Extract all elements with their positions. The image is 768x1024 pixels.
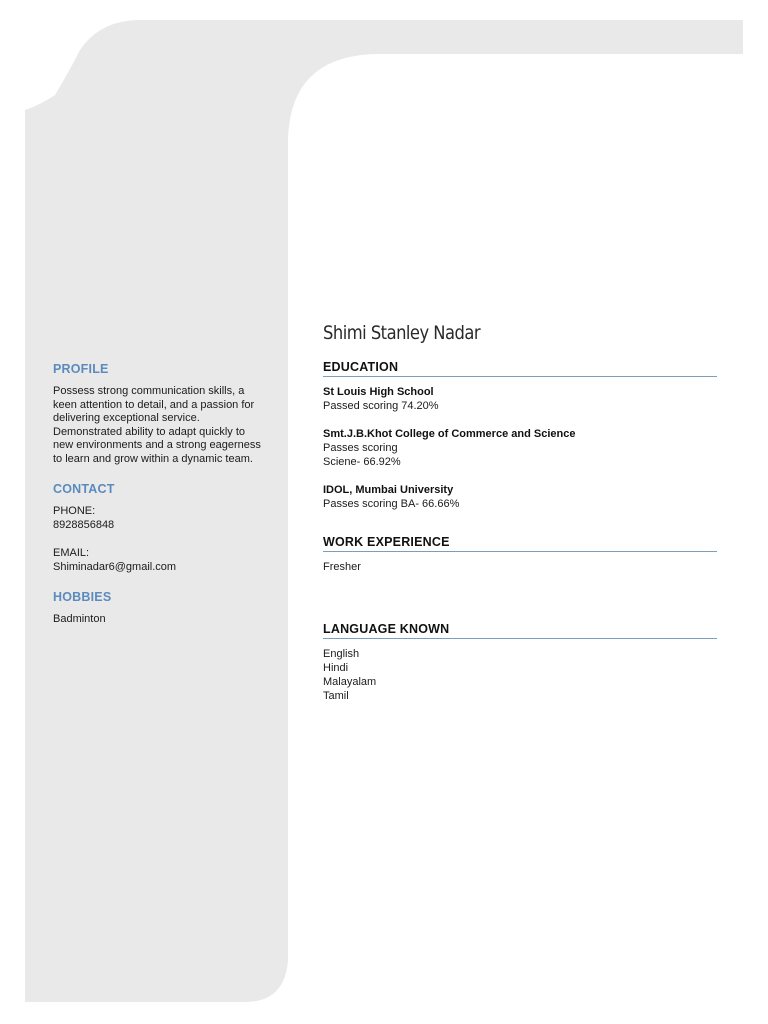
education-detail: Passes scoring (323, 442, 398, 454)
profile-heading: PROFILE (53, 362, 109, 376)
education-heading: EDUCATION (323, 360, 717, 377)
phone-label: PHONE: (53, 505, 96, 517)
education-item (323, 483, 717, 511)
language-item: English (323, 648, 360, 660)
education-detail: Passes scoring BA- 66.66% (323, 498, 460, 510)
languages-heading: LANGUAGE KNOWN (323, 622, 717, 639)
education-title: Smt.J.B.Khot College of Commerce and Science (323, 428, 576, 440)
profile-text: Possess strong communication skills, a keen attention to detail, and a passion for delivering exceptional service. Demonstrated ability to adapt quickly to new environments and a strong eagerness to learn and grow within a dynamic team. (53, 385, 261, 465)
education-item (323, 385, 717, 413)
main-content (323, 322, 717, 703)
language-item: Hindi (323, 662, 349, 674)
work-experience-heading: WORK EXPERIENCE (323, 535, 717, 552)
hobbies-heading: HOBBIES (53, 590, 112, 604)
work-experience-section (323, 535, 717, 574)
languages-section (323, 622, 717, 703)
education-detail: Passed scoring 74.20% (323, 400, 439, 412)
email-label: EMAIL: (53, 547, 90, 559)
hobby-item: Badminton (53, 613, 106, 625)
phone-value: 8928856848 (53, 518, 115, 531)
education-detail: Sciene- 66.92% (323, 456, 401, 468)
education-title: St Louis High School (323, 386, 434, 398)
contact-heading: CONTACT (53, 482, 115, 496)
education-item (323, 427, 717, 469)
contact-section (53, 482, 268, 574)
work-experience-text: Fresher (323, 561, 361, 573)
education-title: IDOL, Mumbai University (323, 484, 454, 496)
language-item: Malayalam (323, 676, 377, 688)
sidebar (53, 362, 268, 643)
email-value: Shiminadar6@gmail.com (53, 560, 177, 573)
profile-section (53, 362, 268, 466)
hobbies-section (53, 590, 268, 627)
language-item: Tamil (323, 690, 349, 702)
candidate-name: Shimi Stanley Nadar (323, 322, 481, 344)
education-section (323, 360, 717, 511)
